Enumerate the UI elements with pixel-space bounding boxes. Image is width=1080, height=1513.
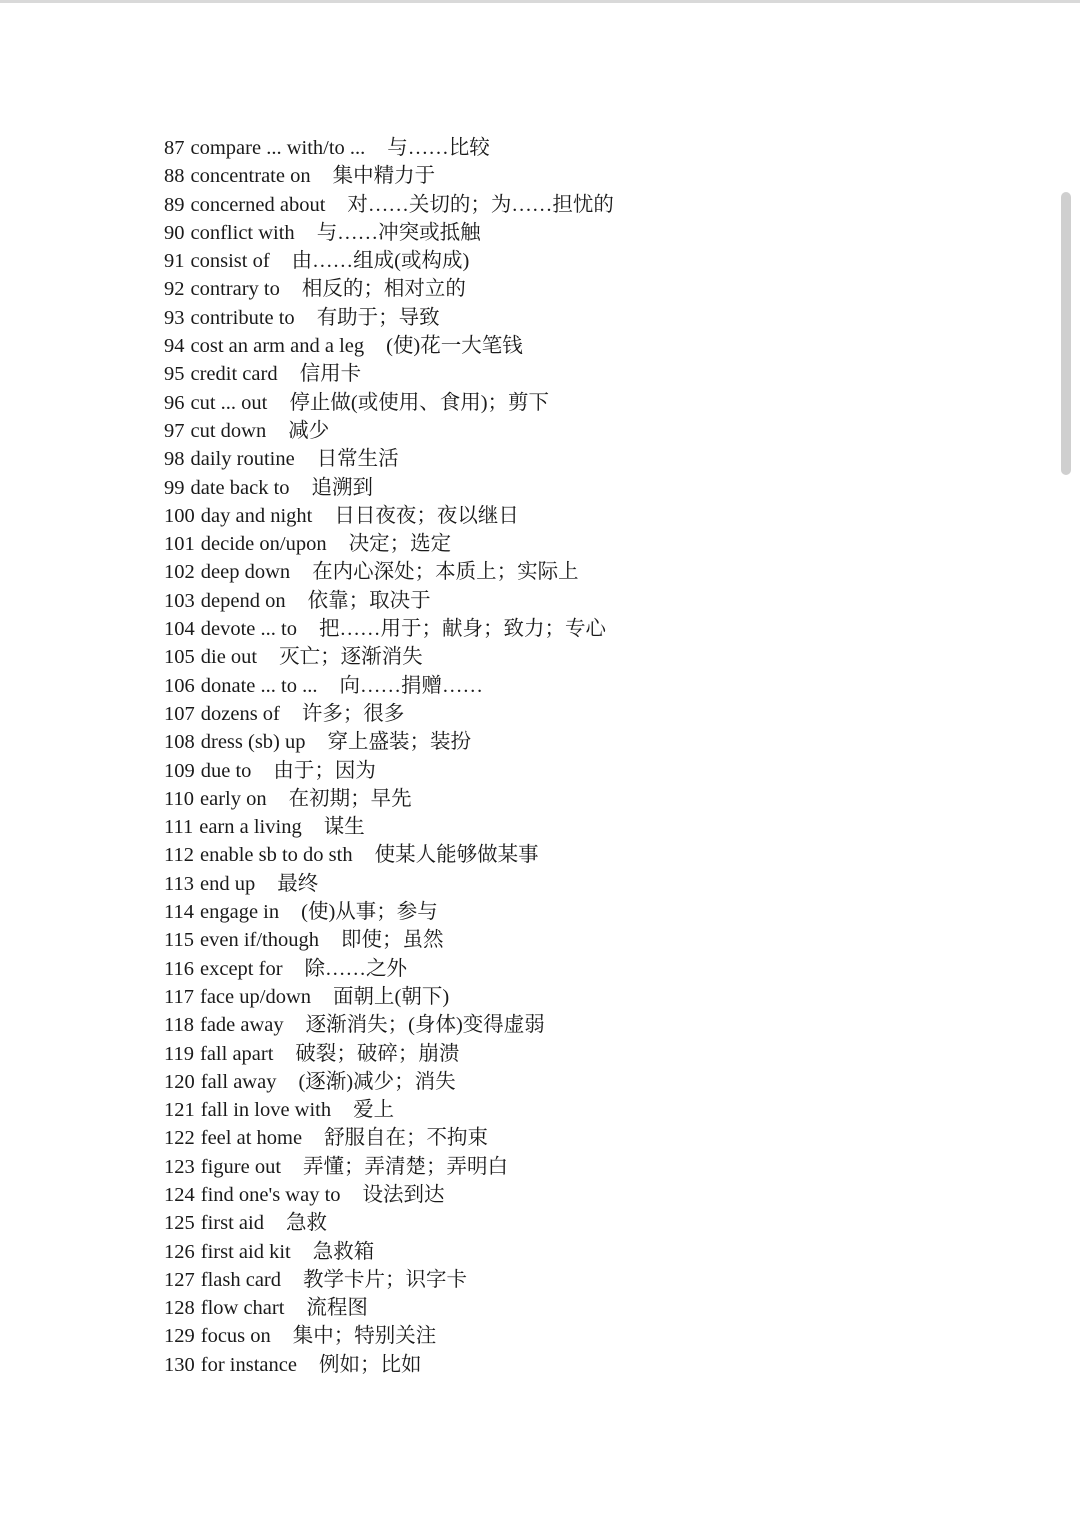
phrase-entry: [164, 162, 614, 190]
entry-number: 105: [164, 646, 195, 669]
english-phrase: early on: [200, 787, 267, 810]
entry-number: 108: [164, 731, 195, 754]
entry-number: 90: [164, 221, 185, 244]
english-phrase: contribute to: [190, 306, 295, 329]
english-phrase: dozens of: [200, 702, 280, 725]
chinese-meaning: 例如；比如: [318, 1353, 422, 1376]
chinese-meaning: 除……之外: [304, 957, 408, 980]
phrase-entry: [164, 841, 614, 869]
english-phrase: fall apart: [200, 1042, 274, 1065]
entry-number: 98: [164, 448, 185, 471]
phrase-entry: [164, 1124, 614, 1152]
chinese-meaning: 集中；特别关注: [292, 1325, 437, 1348]
chinese-meaning: 日日夜夜；夜以继日: [334, 504, 519, 527]
chinese-meaning: (逐渐)减少；消失: [298, 1070, 456, 1093]
english-phrase: end up: [200, 872, 256, 895]
entry-number: 115: [164, 929, 194, 952]
english-phrase: flash card: [200, 1268, 281, 1291]
phrase-entry: [164, 134, 614, 162]
english-phrase: die out: [200, 646, 258, 669]
english-phrase: contrary to: [190, 278, 280, 301]
entry-number: 117: [164, 985, 194, 1008]
entry-number: 102: [164, 561, 195, 584]
phrase-entry: [164, 785, 614, 813]
chinese-meaning: 许多；很多: [301, 702, 405, 725]
phrase-entry: [164, 813, 614, 841]
phrase-entry: [164, 558, 614, 586]
english-phrase: except for: [200, 957, 283, 980]
chinese-meaning: 使某人能够做某事: [374, 844, 539, 867]
chinese-meaning: 逐渐消失；(身体)变得虚弱: [305, 1014, 545, 1037]
entry-number: 109: [164, 759, 195, 782]
english-phrase: flow chart: [200, 1297, 285, 1320]
phrase-entry: [164, 587, 614, 615]
phrase-entry: [164, 332, 614, 360]
phrase-entry: [164, 417, 614, 445]
phrase-entry: [164, 1040, 614, 1068]
entry-number: 118: [164, 1014, 194, 1037]
english-phrase: date back to: [190, 476, 290, 499]
chinese-meaning: 与……冲突或抵触: [316, 221, 481, 244]
phrase-entry: [164, 983, 614, 1011]
chinese-meaning: 把……用于；献身；致力；专心: [318, 618, 606, 641]
english-phrase: fall away: [200, 1070, 277, 1093]
english-phrase: decide on/upon: [200, 533, 327, 556]
entry-number: 93: [164, 306, 185, 329]
phrase-entry: [164, 474, 614, 502]
phrase-entry: [164, 1351, 614, 1379]
phrase-entry: [164, 275, 614, 303]
chinese-meaning: (使)花一大笔钱: [386, 335, 523, 358]
chinese-meaning: (使)从事；参与: [301, 901, 438, 924]
chinese-meaning: 面朝上(朝下): [333, 985, 450, 1008]
english-phrase: fade away: [200, 1014, 284, 1037]
entry-number: 106: [164, 674, 195, 697]
entry-number: 119: [164, 1042, 194, 1065]
entry-number: 113: [164, 872, 194, 895]
entry-number: 97: [164, 419, 185, 442]
phrase-entry: [164, 700, 614, 728]
phrase-entry: [164, 389, 614, 417]
english-phrase: concentrate on: [190, 165, 311, 188]
phrase-entry: [164, 1181, 614, 1209]
chinese-meaning: 急救箱: [312, 1240, 375, 1263]
english-phrase: credit card: [190, 363, 278, 386]
english-phrase: depend on: [200, 589, 286, 612]
entry-number: 88: [164, 165, 185, 188]
phrase-entry: [164, 191, 614, 219]
phrase-entry: [164, 643, 614, 671]
entry-number: 107: [164, 702, 195, 725]
chinese-meaning: 破裂；破碎；崩溃: [295, 1042, 460, 1065]
entry-number: 103: [164, 589, 195, 612]
phrase-entry: [164, 757, 614, 785]
entry-number: 129: [164, 1325, 195, 1348]
english-phrase: first aid: [200, 1212, 264, 1235]
phrase-entry: [164, 219, 614, 247]
chinese-meaning: 追溯到: [311, 476, 374, 499]
chinese-meaning: 爱上: [353, 1099, 395, 1122]
entry-number: 104: [164, 618, 195, 641]
entry-number: 124: [164, 1183, 195, 1206]
entry-number: 89: [164, 193, 185, 216]
chinese-meaning: 与……比较: [387, 137, 490, 159]
entry-number: 121: [164, 1099, 195, 1122]
english-phrase: fall in love with: [200, 1099, 332, 1122]
entry-number: 130: [164, 1353, 195, 1376]
entry-number: 114: [164, 901, 194, 924]
chinese-meaning: 集中精力于: [332, 165, 436, 188]
english-phrase: concerned about: [190, 193, 326, 216]
english-phrase: devote ... to: [200, 618, 297, 641]
entry-number: 100: [164, 504, 195, 527]
english-phrase: figure out: [200, 1155, 282, 1178]
phrase-entry: [164, 1153, 614, 1181]
entry-number: 127: [164, 1268, 195, 1291]
phrase-entry: [164, 1068, 614, 1096]
phrase-entry: [164, 360, 614, 388]
chinese-meaning: 日常生活: [316, 448, 399, 471]
english-phrase: even if/though: [200, 929, 319, 952]
entry-number: 122: [164, 1127, 195, 1150]
chinese-meaning: 对……关切的；为……担忧的: [347, 193, 614, 216]
chinese-meaning: 依靠；取决于: [307, 589, 431, 612]
entry-number: 112: [164, 844, 194, 867]
english-phrase: cost an arm and a leg: [190, 335, 365, 358]
chinese-meaning: 灭亡；逐渐消失: [279, 646, 423, 669]
phrase-list: [164, 134, 614, 1379]
english-phrase: earn a living: [199, 816, 302, 839]
chinese-meaning: 有助于；导致: [316, 306, 440, 329]
scrollbar-thumb[interactable]: [1061, 192, 1071, 475]
phrase-entry: [164, 1096, 614, 1124]
english-phrase: face up/down: [200, 985, 311, 1008]
english-phrase: compare ... with/to ...: [190, 137, 366, 159]
chinese-meaning: 最终: [277, 872, 319, 895]
phrase-entry: [164, 1011, 614, 1039]
english-phrase: for instance: [200, 1353, 297, 1376]
phrase-entry: [164, 728, 614, 756]
english-phrase: cut down: [190, 419, 267, 442]
entry-number: 95: [164, 363, 185, 386]
entry-number: 120: [164, 1070, 195, 1093]
entry-number: 99: [164, 476, 185, 499]
chinese-meaning: 教学卡片；识字卡: [303, 1268, 467, 1291]
entry-number: 128: [164, 1297, 195, 1320]
phrase-entry: [164, 1322, 614, 1350]
english-phrase: cut ... out: [190, 391, 268, 414]
phrase-entry: [164, 247, 614, 275]
entry-number: 126: [164, 1240, 195, 1263]
english-phrase: conflict with: [190, 221, 295, 244]
chinese-meaning: 穿上盛装；装扮: [327, 731, 472, 754]
english-phrase: dress (sb) up: [200, 731, 306, 754]
entry-number: 96: [164, 391, 185, 414]
phrase-entry: [164, 502, 614, 530]
phrase-entry: [164, 955, 614, 983]
chinese-meaning: 即使；虽然: [341, 929, 444, 952]
phrase-entry: [164, 926, 614, 954]
chinese-meaning: 由于；因为: [273, 759, 376, 782]
phrase-entry: [164, 1238, 614, 1266]
chinese-meaning: 信用卡: [299, 363, 362, 386]
entry-number: 110: [164, 787, 194, 810]
entry-number: 92: [164, 278, 185, 301]
chinese-meaning: 由……组成(或构成): [291, 250, 470, 273]
phrase-entry: [164, 304, 614, 332]
entry-number: 101: [164, 533, 195, 556]
english-phrase: day and night: [200, 504, 313, 527]
chinese-meaning: 设法到达: [362, 1183, 445, 1206]
chinese-meaning: 在初期；早先: [288, 787, 412, 810]
chinese-meaning: 在内心深处；本质上；实际上: [312, 561, 579, 584]
chinese-meaning: 弄懂；弄清楚；弄明白: [303, 1155, 509, 1178]
entry-number: 123: [164, 1155, 195, 1178]
chinese-meaning: 相反的；相对立的: [301, 278, 466, 301]
phrase-entry: [164, 870, 614, 898]
chinese-meaning: 急救: [285, 1212, 327, 1235]
chinese-meaning: 停止做(或使用、食用)；剪下: [289, 391, 550, 414]
phrase-entry: [164, 898, 614, 926]
phrase-entry: [164, 1294, 614, 1322]
entry-number: 94: [164, 335, 185, 358]
phrase-entry: [164, 1266, 614, 1294]
entry-number: 111: [164, 816, 194, 839]
entry-number: 87: [164, 137, 185, 159]
chinese-meaning: 舒服自在；不拘束: [324, 1127, 489, 1150]
english-phrase: enable sb to do sth: [200, 844, 353, 867]
entry-number: 125: [164, 1212, 195, 1235]
english-phrase: find one's way to: [200, 1183, 341, 1206]
english-phrase: engage in: [200, 901, 280, 924]
phrase-entry: [164, 530, 614, 558]
english-phrase: feel at home: [200, 1127, 303, 1150]
chinese-meaning: 向……捐赠……: [339, 674, 483, 697]
chinese-meaning: 谋生: [323, 816, 365, 839]
phrase-entry: [164, 445, 614, 473]
entry-number: 91: [164, 250, 185, 273]
phrase-entry: [164, 1209, 614, 1237]
english-phrase: due to: [200, 759, 252, 782]
phrase-entry: [164, 672, 614, 700]
english-phrase: consist of: [190, 250, 270, 273]
entry-number: 116: [164, 957, 194, 980]
english-phrase: daily routine: [190, 448, 295, 471]
chinese-meaning: 减少: [288, 419, 330, 442]
english-phrase: donate ... to ...: [200, 674, 318, 697]
english-phrase: first aid kit: [200, 1240, 291, 1263]
phrase-entry: [164, 615, 614, 643]
english-phrase: focus on: [200, 1325, 271, 1348]
chinese-meaning: 决定；选定: [348, 533, 452, 556]
chinese-meaning: 流程图: [306, 1297, 368, 1320]
english-phrase: deep down: [200, 561, 291, 584]
